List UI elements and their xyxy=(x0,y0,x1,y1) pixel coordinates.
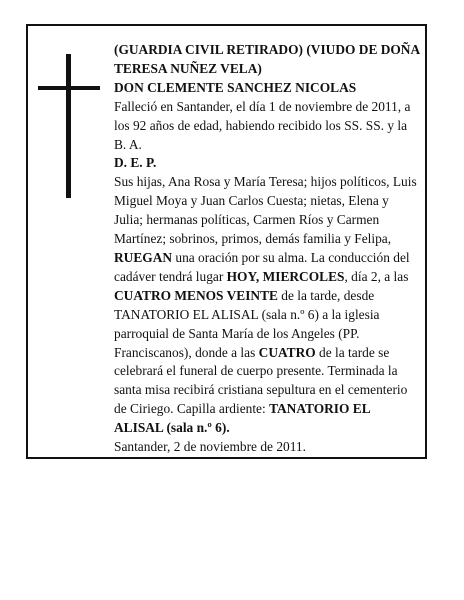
family-text-3: , día 2, a las xyxy=(344,268,409,284)
obituary-notice xyxy=(26,24,427,459)
closing-line: Santander, 2 de noviembre de 2011. xyxy=(114,439,306,455)
family-text-1: Sus hijas, Ana Rosa y María Teresa; hijos políticos, Luis Miguel Moya y Juan Carlos Cuesta; nietas, Elena y Julia; hermanas políticas, Carmen Ríos y Carmen Martínez; sobrinos, primos, demás familia y Felipa, xyxy=(114,174,417,247)
cross-vertical-bar xyxy=(66,54,71,198)
time-text-1: CUATRO MENOS VEINTE xyxy=(114,287,278,303)
family-text-5: de la tarde se celebrará el funeral de cuerpo presente. Terminada la santa misa recibirá cristiana sepultura en el cementerio de Ciriego. Capilla ardiente: xyxy=(114,344,408,417)
notice-title: (GUARDIA CIVIL RETIRADO) (VIUDO DE DOÑA TERESA NUÑEZ VELA) xyxy=(114,42,420,76)
time-text-2: CUATRO xyxy=(258,344,316,360)
death-info: Falleció en Santander, el día 1 de noviembre de 2011, a los 92 años de edad, habiendo recibido los SS. SS. y la B. A. xyxy=(114,98,411,152)
chapel-text: TANATORIO EL ALISAL (sala n.º 6). xyxy=(114,401,370,436)
family-text-4: de la tarde, desde TANATORIO EL ALISAL (sala n.º 6) a la iglesia parroquial de Santa María de los Angeles (PP. Franciscanos), donde a las xyxy=(114,287,380,360)
cross-icon xyxy=(38,54,100,198)
family-paragraph xyxy=(114,173,420,438)
cross-horizontal-bar xyxy=(38,86,100,90)
ruegan-text: RUEGAN xyxy=(114,249,173,265)
notice-text xyxy=(114,41,420,457)
dep-line: D. E. P. xyxy=(114,155,157,171)
deceased-name: DON CLEMENTE SANCHEZ NICOLAS xyxy=(114,79,357,95)
day-text: HOY, MIERCOLES xyxy=(226,268,345,284)
family-text-2: una oración por su alma. La conducción del cadáver tendrá lugar xyxy=(114,249,410,284)
